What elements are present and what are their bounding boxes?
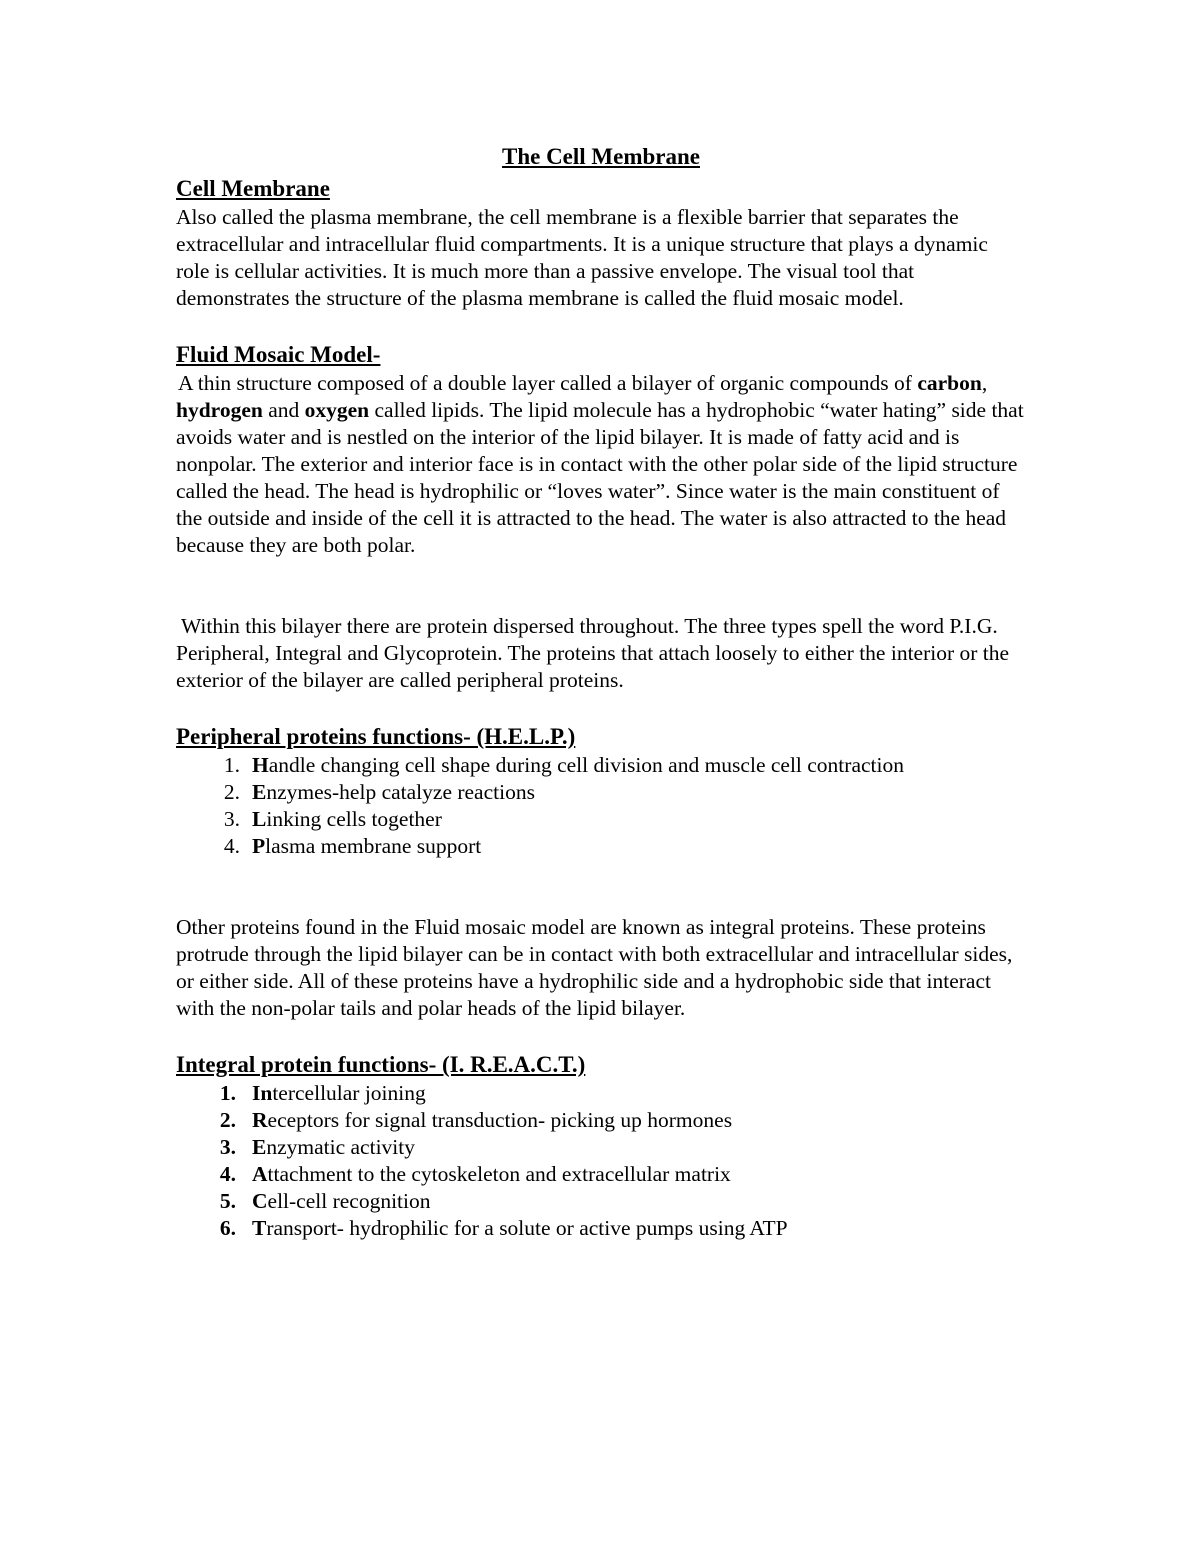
page-title: The Cell Membrane bbox=[501, 144, 700, 169]
integral-functions-list bbox=[176, 1080, 1026, 1242]
list-item-bold-letter: In bbox=[252, 1081, 273, 1105]
fluid-mosaic-intro: A thin structure composed of a double layer called a bilayer of organic compounds of bbox=[178, 371, 918, 395]
list-item-bold-letter: H bbox=[252, 753, 269, 777]
list-item bbox=[176, 833, 1026, 860]
list-item-bold-letter: E bbox=[252, 1135, 267, 1159]
integral-heading: Integral protein functions- (I. R.E.A.C.T.) bbox=[176, 1052, 586, 1077]
peripheral-functions-list bbox=[176, 752, 1026, 860]
list-item bbox=[176, 1080, 1026, 1107]
list-item-text: eceptors for signal transduction- picking up hormones bbox=[267, 1108, 733, 1132]
cell-membrane-paragraph: Also called the plasma membrane, the cell membrane is a flexible barrier that separates the extracellular and intracellular fluid compartments. It is a unique structure that plays a dynamic role is cellular activities. It is much more than a passive envelope. The visual tool that demonstrates the structure of the plasma membrane is called the fluid mosaic model. bbox=[176, 205, 988, 310]
list-item-text: lasma membrane support bbox=[265, 834, 482, 858]
fluid-mosaic-paragraph bbox=[176, 370, 1026, 559]
list-item bbox=[176, 1161, 1026, 1188]
document-page bbox=[176, 140, 1026, 1242]
integral-paragraph: Other proteins found in the Fluid mosaic model are known as integral proteins. These proteins protrude through the lipid bilayer can be in contact with both extracellular and intracellular sides, or either side. All of these proteins have a hydrophilic side and a hydrophobic side that interact with the non-polar tails and polar heads of the lipid bilayer. bbox=[176, 915, 1013, 1020]
list-item-number: 3. bbox=[223, 807, 240, 831]
list-item-bold-letter: R bbox=[252, 1108, 268, 1132]
list-item-number: 3. bbox=[219, 1135, 236, 1159]
spacer bbox=[176, 1022, 1026, 1050]
spacer bbox=[176, 312, 1026, 340]
spacer bbox=[176, 860, 1026, 914]
fluid-mosaic-heading: Fluid Mosaic Model- bbox=[176, 342, 381, 367]
list-item bbox=[176, 779, 1026, 806]
list-item-number: 4. bbox=[223, 834, 240, 858]
list-item-bold-letter: T bbox=[252, 1216, 267, 1240]
list-item bbox=[176, 1188, 1026, 1215]
list-item-number: 1. bbox=[219, 1081, 236, 1105]
list-item-text: ttachment to the cytoskeleton and extracellular matrix bbox=[267, 1162, 731, 1186]
list-item-text: nzymatic activity bbox=[266, 1135, 415, 1159]
list-item-bold-letter: E bbox=[252, 780, 267, 804]
list-item-text: andle changing cell shape during cell division and muscle cell contraction bbox=[268, 753, 904, 777]
proteins-paragraph: Within this bilayer there are protein dispersed throughout. The three types spell the word P.I.G. Peripheral, Integral and Glycoprotein. The proteins that attach loosely to either the interior or the exterior of the bilayer are called peripheral proteins. bbox=[176, 614, 1010, 692]
list-item-number: 5. bbox=[219, 1189, 236, 1213]
list-item bbox=[176, 1107, 1026, 1134]
separator-2: and bbox=[262, 398, 305, 422]
list-item bbox=[176, 1215, 1026, 1242]
list-item bbox=[176, 806, 1026, 833]
list-item bbox=[176, 1134, 1026, 1161]
list-item-text: ell-cell recognition bbox=[267, 1189, 431, 1213]
bold-oxygen: oxygen bbox=[304, 398, 370, 422]
bold-hydrogen: hydrogen bbox=[176, 398, 263, 422]
separator-1: , bbox=[981, 371, 988, 395]
list-item-number: 6. bbox=[219, 1216, 236, 1240]
list-item-bold-letter: C bbox=[252, 1189, 268, 1213]
list-item bbox=[176, 752, 1026, 779]
list-item-number: 4. bbox=[219, 1162, 236, 1186]
list-item-number: 1. bbox=[223, 753, 240, 777]
bold-carbon: carbon bbox=[917, 371, 982, 395]
list-item-number: 2. bbox=[223, 780, 240, 804]
list-item-number: 2. bbox=[219, 1108, 236, 1132]
peripheral-heading: Peripheral proteins functions- (H.E.L.P.) bbox=[176, 724, 576, 749]
cell-membrane-heading: Cell Membrane bbox=[176, 176, 330, 201]
list-item-bold-letter: P bbox=[252, 834, 266, 858]
list-item-bold-letter: A bbox=[252, 1162, 268, 1186]
spacer bbox=[176, 559, 1026, 613]
list-item-text: nzymes-help catalyze reactions bbox=[266, 780, 535, 804]
list-item-text: inking cells together bbox=[266, 807, 442, 831]
fluid-mosaic-rest: called lipids. The lipid molecule has a hydrophobic “water hating” side that avoids water and is nestled on the interior of the lipid bilayer. It is made of fatty acid and is nonpolar. The exterior and interior face is in contact with the other polar side of the lipid structure called the head. The head is hydrophilic or “loves water”. Since water is the main constituent of the outside and inside of the cell it is attracted to the head. The water is also attracted to the head because they are both polar. bbox=[176, 398, 1024, 557]
list-item-bold-letter: L bbox=[252, 807, 267, 831]
list-item-text: tercellular joining bbox=[272, 1081, 426, 1105]
spacer bbox=[176, 694, 1026, 722]
list-item-text: ransport- hydrophilic for a solute or active pumps using ATP bbox=[266, 1216, 788, 1240]
